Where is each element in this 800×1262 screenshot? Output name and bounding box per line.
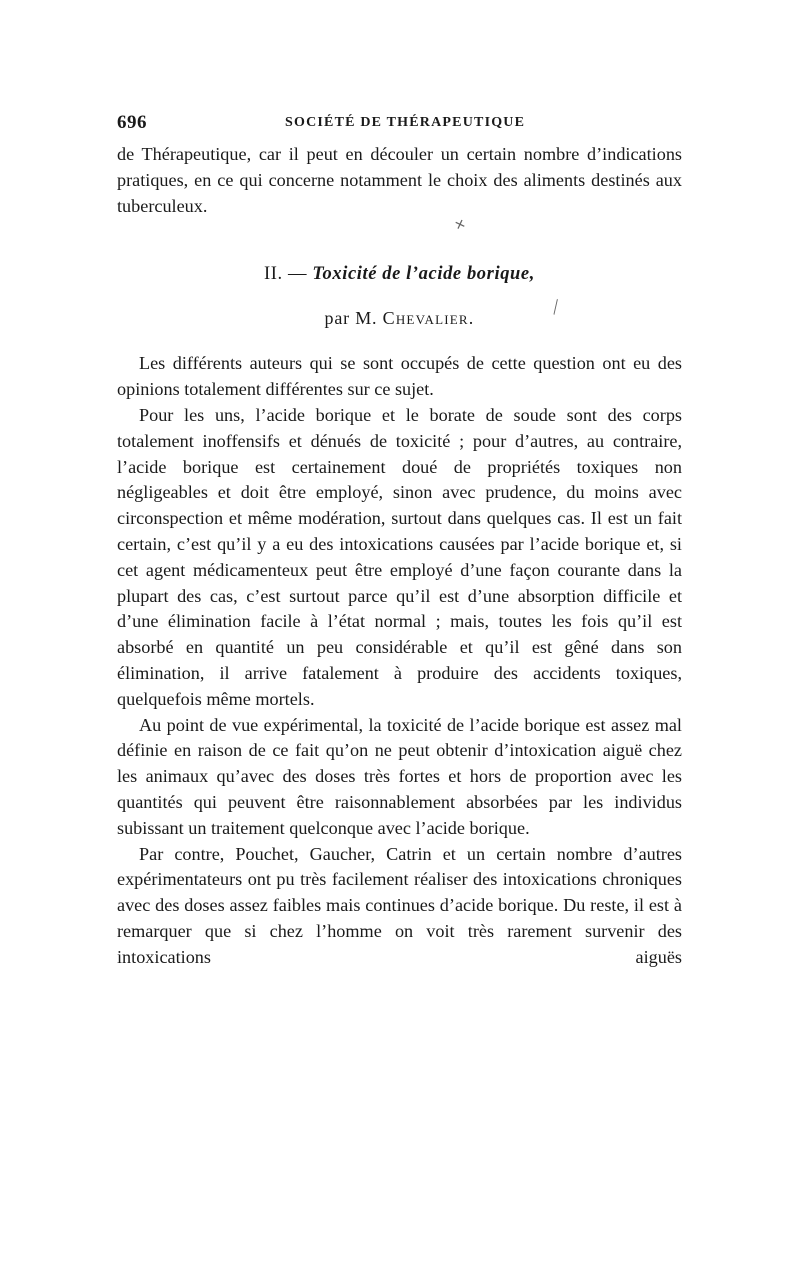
journal-title: SOCIÉTÉ DE THÉRAPEUTIQUE bbox=[285, 115, 526, 130]
continuation-text-block bbox=[117, 142, 682, 219]
author-name: Chevalier. bbox=[382, 308, 475, 329]
article-author-line bbox=[117, 305, 682, 331]
continuation-paragraph: de Thérapeutique, car il peut en découler un certain nombre d’indications pratiques, en ce qui concerne notamment le choix des aliments destinés aux tuberculeux. bbox=[117, 144, 682, 216]
page-number: 696 bbox=[117, 112, 147, 133]
article-heading bbox=[117, 261, 682, 331]
article-title-line bbox=[117, 261, 682, 287]
book-page bbox=[117, 112, 682, 971]
article-number: II. — bbox=[264, 264, 308, 285]
running-head bbox=[117, 112, 682, 142]
article-title: Toxicité de l’acide borique, bbox=[312, 264, 535, 285]
body-paragraph: Par contre, Pouchet, Gaucher, Catrin et un certain nombre d’autres expérimentateurs ont pu très facilement réaliser des intoxications chroniques avec des doses assez faibles mais continues d’acide borique. Du reste, il est à remarquer que si chez l’homme on voit très rarement survenir des intoxications aiguës bbox=[117, 843, 682, 967]
pencil-mark-icon: ✕ bbox=[452, 216, 469, 235]
body-paragraph: Au point de vue expérimental, la toxicité de l’acide borique est assez mal définie en raison de ce fait qu’on ne peut obtenir d’intoxication aiguë chez les animaux qu’avec des doses très fortes et hors de proportion avec les quantités qui peuvent être raisonnablement absorbées par les individus subissant un traitement quelconque avec l’acide borique. bbox=[117, 714, 682, 838]
body-paragraph: Pour les uns, l’acide borique et le borate de soude sont des corps totalement inoffensifs et dénués de toxicité ; pour d’autres, au contraire, l’acide borique est certainement doué de propriétés toxiques non négligeables et doit être employé, sinon avec prudence, du moins avec circonspection et même modération, surtout dans quelques cas. Il est un fait certain, c’est qu’il y a eu des intoxications causées par l’acide borique et, si cet agent médicamenteux peut être employé d’une façon courante dans la plupart des cas, c’est surtout parce qu’il est d’une absorption difficile et d’une élimination facile à l’état normal ; mais, toutes les fois qu’il est absorbé en quantité un peu considérable et qu’il est gêné dans son élimination, il arrive fatalement à produire des accidents toxiques, quelquefois même mortels. bbox=[117, 404, 682, 709]
body-paragraph: Les différents auteurs qui se sont occupés de cette question ont eu des opinions totalement différentes sur ce sujet. bbox=[117, 353, 682, 400]
pencil-stroke-icon: ╲ bbox=[548, 299, 563, 315]
article-body bbox=[117, 351, 682, 970]
author-prefix: par M. bbox=[324, 308, 378, 329]
